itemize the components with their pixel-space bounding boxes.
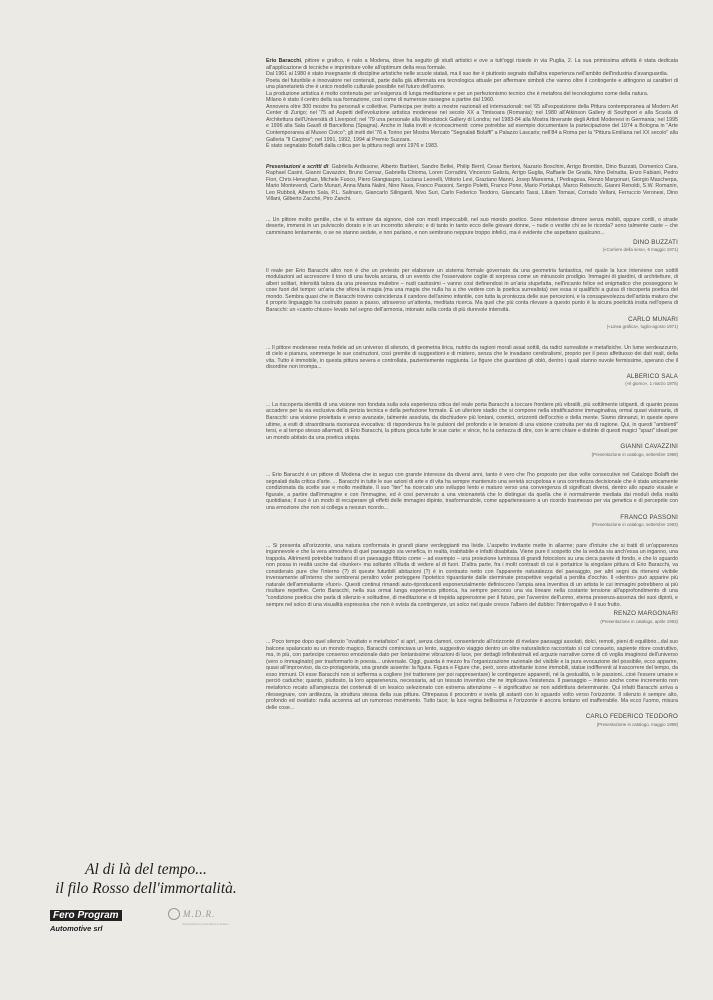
quote-source: («Linea grafica», luglio-agosto 1971) <box>606 324 678 330</box>
quote-source: («Corriere della sera», 6 maggio 1971) <box>602 247 678 253</box>
quote-text: ... La riscoperta identità di una visione non fondata sulla sola esperienza ottica del reale porta Baracchi a toccare frontiere più vibratili, più sottilmente istiganti, di quanto possa accadere per la via esclusiva della perizia tecnica e della perfezione formale. E un ulteriore stadio che si compone nella stratificazione immaginativa, ormai quasi visionaria, di Baracchi: una visione proiettata e verso avanzate, talmente assoluta, da dischiudere più lontani, cosmici, orizzonti dell'occhio e della mente. Siamo dinnanzi, in queste opere ultime, a esiti di straordinaria risonanza evocativa: di rispondenza fra le pulsioni del profondo e le tensioni di una visione costruita per via di ragione. Qui, in questi "ambienti" tersi, e al tempo stesso allarmati, di Erio Baracchi, la pittura gioca tutte le sue carte: e vince, ho la certezza di dire, con le armi chiare e distinte di questi magici "spazi" ideati per un mondo abitato da una poetica utopia. <box>266 401 678 441</box>
quote-author: CARLO MUNARI <box>628 315 678 323</box>
bio-paragraph-7: È stato segnalato Bolaffi dalla critica per la pittura negli anni 1976 e 1983. <box>266 143 439 150</box>
slogan-line-1: Al di là del tempo... <box>85 861 207 878</box>
bio-paragraph-1: , pittore e grafico, è nato a Modena, dove ha seguito gli studi artistici e ove a tutt'oggi risiede in via Puglia, 2. La sua primissima attività è stata dedicata all'applicazione di tecniche e imprimiture volte all'optimum della resa formale. <box>266 58 678 71</box>
sponsor-1-name: Fero Program <box>50 910 122 921</box>
sponsor-logo-mdr <box>168 905 238 925</box>
critic-quote <box>266 268 678 331</box>
quote-text: ... Erio Baracchi è un pittore di Modena che io seguo con grande interesse da diversi anni, tanto è vero che l'ho proposto per due volte consecutive nel Catalogo Bolaffi dei segnalati dalla critica d'arte. ... Baracchi in tutte le sue azioni di arte e di vita ha sempre mantenuto una serietà scrupolosa e una correttezza decisionale che è stata unicamente condizionata da scelte sue e molto meditate. Il suo "iter" ha ricercato uno sviluppo lento e maturo verso una convergenza di significati diversi, dentro allo spazio visuale e figurale, a partire dall'immagine e con l'immagine, ed è così pervenuto a una visionarietà che lo distingue da quella che è normalmente mediata dai moduli della realtà quotidiana; il suo è un modo di recuperare gli effetti delle immagini dipinte, trasformandole, come appartenessero a un ricordo trasmesso per via genetica e di perceprile con una emozione che non si collega a nessun ricordo... <box>266 472 678 511</box>
bio-paragraph-4: La produzione artistica è molto contenuta per un'esigenza di lunga meditazione e per un perfezionismo tecnico che è metafora del tecnologismo come della natura. <box>266 90 649 97</box>
quote-text: ... Il pittore modenese resta fedele ad un universo di silenzio, di geometria lirica, nutrito da ragioni morali assai sottili, da radici surrealiste e metafisiche. Un lume verdeazzurro, di cielo e pianura, sommerge le sue costruzioni, così gremite di suggestioni e di mistero, senza che le invadano cerebralismi, proprio per il peso affettuoso dei dati reali, della vita. Tutto è immobile, in questa pittura severa e controllata, pazientemente raggiunta. Le figure che guardano gli oblò, dentro i quali stanno nuvole fermissime, sperano che il disordine non irrompa... <box>266 344 678 371</box>
sponsor-2-name: M.D.R. <box>183 908 216 919</box>
bio-lead-name: Erio Baracchi <box>266 58 301 64</box>
presentations-names: : Gabriella Ardissone, Alberto Barbieri, Sandro Bellei, Philip Berril, Cesar Bertoni, Nazario Boschini, Arrigo Brombin, Dino Buzzati, Domenico Cara, Raphael Casini, Gianni Cavazzini, Bruno Cernaz, Gabriella Chioma, Loren Corradini, Vincenzo Galizia, Arrigo Guglia, Raffaele De Grada, Nino Delnatta, Enzo Fabiani, Pedro Fiori, Chris Heneghan, Michele Fuoco, Piero Giangiaspro, Luciana Leonelli, Vittorio Levi, Graziano Manni, Josep Maresma, I Pedragosa, Renzo Margonari, Giorgio Mascherpa, Mario Monteverdi, Carlo Munari, Anna Maria Nalini, Nino Nava, Franco Passoni, Sergio Poletti, Franco Pone, Mario Portalupi, Marco Rebeschi, Gianni Renoldi, S.W. Romanin, Leo Rubboli, Alberto Sala, P.L. Salinaro, Giancarlo Silingardi, Nivo Suri, Carlo Federico Teodoro, Giancarlo Tassi, Liliam Tomasi, Corrado Vellani, Ferruccio Veronesi, Dino Villani, Gilberto Zacchè, Piro Zanchi. <box>266 163 678 203</box>
sponsor-logo-fero-program <box>50 905 140 935</box>
presentations-title: Presentazioni e scritti di <box>266 163 329 170</box>
bio-paragraph-2: Dal 1961 al 1980 è stato insegnante di discipline artistiche nelle scuole statali, ma il suo iter è piuttosto segnato dall'altra esperienza nell'ambito dell'industria d'avanguardia. <box>266 71 669 78</box>
quote-author: ALBERICO SALA <box>626 372 678 380</box>
quote-text: ... Poco tempo dopo quel silenzio "ovattato e metafisico" si aprì, senza clamori, consentendo all'orizzonte di rivelare paesaggi assolati, dolci, remoti, pieni di equilibrio...dal suo balcone spalancato su un mondo magico, Baracchi cominciava un lento, suggestivo viaggio dentro un oltre naturalistico raccontato sì col consueto, sapiente ritore costruttivo, ma, in più, con partecipe consenso emozionale dato per lontanissime vibrazioni di luce, per dettagli infinitesimali ed arguzie narrative come di cô voglia imaginosi dell'universo (vero o immaginato) per trasformarlo in poesia... universale. Oggi, guarda è mezzo fra l'organizzazione razionale del visibile e la pura evocazione del possibile, ecco apparire, quasi all'improvviso, da co-protagonista, una grande assente: la figura. Figura e Figure che, però, sono attrettante icone immobili, statue indifferenti al trascorrere del tempo, da esso immuni. Di esse Baracchi non si sofferma a cogliere (né trattenere per poi rappresentare) le contingenze apparenti, né la gestualità, o le passioni...cioè l'essere umane e perciò caduche; quanto, piuttosto, la loro apparenenza, necessaria, ad un tessuto inventivo che ne implicava l'esistenza. Il paesaggio – inteso anche come incremento non metaforico recato all'ampiezza dei contenuti di un lessico selezionato con estrema attenzione – è significativo se non addirittura determinante. Qui infatti Baracchi arriva a rilessegnare, con arditezza, la struttura stessa della sua pittura. Oltrepassa il procontro e svela gli astanti con lo sguardo volto verso l'orizzonte. Il silenzio è sempre alto, profondo ed ovattato: nulla accenna ad un rumoroso movimento. Tutto tace; la luce regna bellissima e l'orizzonte è ancora lontano ed inafferrabile. Ma ecco l'uomo, misura delle cose... <box>266 639 678 711</box>
quote-source: (Presentazione in catalogo, settembre 1988) <box>591 451 678 457</box>
quote-source: («Il giorno», 1 marzo 1975) <box>625 381 678 387</box>
quote-author: GIANNI CAVAZZINI <box>620 443 678 451</box>
sponsor-2-subtitle: Impianti Elettrici e Automatismi di Modena <box>182 923 229 926</box>
bio-paragraph-5: Milano è stato il centro della sua formazione, così come di numerose rassegne a partire dal 1960. <box>266 97 495 104</box>
critic-quote <box>266 639 678 728</box>
mdr-emblem-icon <box>168 908 180 920</box>
quote-source: (Presentazione in catalogo, maggio 1998) <box>596 721 678 727</box>
quote-source: (Presentazione in catalogo, settembre 1983) <box>591 522 678 528</box>
quote-text: ... Un pittore molto gentile, che vi fa entrare da signore, cioè con modi impeccabili, nel suo mondo poetico. Sono misteriose dimore senza mobili, oppure cortili, o strade deserte, immersi in un pulviscolo dorato e in un incorrotto silenzio; e di tanto in tanto ecco delle giovani donne, – nude o vestite chi se le ricorda? sono talmente caste – che camminano lentamente, o se ne stanno sedute, e non parlano, e non sembrano neppure troppo infelici, ma è evidente che aspettano qualcuno... <box>266 216 678 237</box>
quote-author: FRANCO PASSONI <box>620 513 678 521</box>
quote-author: RENZO MARGONARI <box>613 610 678 618</box>
quote-text: Il reale per Erio Baracchi altro non è che un pretesto per elaborare un sistema formale governato da una geometria fantastica, nel quale la luce interviene con sottili modulazioni ad accrescere il tono di una favola arcana, di un evento che l'osservatore coglie di sorpresa come un minuscolo prodigio. Immagini di giardini, di architetture, di alberi solitari, intensità talora da una presenza muliebre – nudi castissimi – vanno così definendosi in un'aria stupefatta, nell'incanto felice ed enigmatico che posseggono le cose fuori del tempo: un'aria che sfiora la magia (ma una magia che nulla ha a che vedere con la poetica surrealista) ove essa si qualifichi a guisa di riscoperta poetica del mondo. Sembra quasi che in Baracchi trovino coincidenza il candore dell'animo infantile, con tutta la prontezza delle sue percezioni, e la consapevolezza dell'artista maturo che il proprio linguaggio ha costruito passo a passo, attraverso un'attenta, meditata ricerca. Ma quel che più conta rilevare a questo punto è la sicura poeticità insita nell'opera di Baracchi: un «canto chiuso» levato nel segno dell'armonia, intonato sulla corda di più durevole intensità. <box>266 267 678 313</box>
bio-paragraph-6: Annovera oltre 300 mostre fra personali e collettive. Partecipa per invito a mostre nazionali ed internazionali: nel '65 all'esposizione della Pittura contemporanea al Modern Art Center di Zurigo; nel '75 ad Aspetti dell'evoluzione artistica modenese nel secolo XX a Timisoara (Romania); nel 1980 all'Atkinson Gallery di Southport e alla Scuola di Architettura dell'Università di Liverpool; nel '79 una personale alla Woodstock Gallery di Londra; nel 1983-84 alla Mostra Itinerante degli Artisti Modenesi in Germania; nel 1995 e 1996 alla Sala Gaudì di Barcellona (Spagna). Anche in Italia inviti e riconoscimenti: come potrebbe ad esempio documentare la partecipazione del 1974 a Bologna in "Arte Contemporanea al Museo Civico"; gli inviti del '76 a Torino per Mostra Mercato "Segnalati Bolaffi" a Palazzo Lascaris; nell'84 a Roma per la "Pittura Emiliana nel XX secolo" alla Galleria "Il Carpine"; nel 1991, 1992, 1994 al Premio Suzzara. <box>266 103 678 143</box>
critic-quote <box>266 217 678 254</box>
artist-biography <box>266 58 678 150</box>
quote-author: CARLO FEDERICO TEODORO <box>585 713 678 721</box>
sponsor-1-subtitle: Automotive srl <box>50 924 103 933</box>
quote-text: ... Si presenta all'orizzonte, una natura conformata in grandi piane verdeggianti ma livide. L'aspetto invitante mette in allarme; pare d'intuire che si tratti di un'apparenza ingannevole e che la vera atmosfera di quel paesaggio sia venefica, in realtà, inabitabile e infatti disabitata. Viene pure il sospetto che la veduta sia anch'essa un inganno, una trappola. Altrimenti potrebbe trattarsi di un paesaggio fittizio come – ad esempio – una proiezione luminosa di grandi fotocolors su una cieca parete di fondo, e che lo sguardo non possa in realtà uscire dal «bunker» ma soltanto s'illuda di vedere al di fuori. D'altra parte, fra i molti contrasti di cui è portatrice la singolare pittura di Erio Baracchi, va considerato pure che l'interno (?) di queste futuribili abitazioni (?) è in contrasto netto con l'apparente naturalezza del paesaggio, per altri segni da ritenersi vivibile inversamente all'interno che sembrerai peraltro voler proteggere l'ipotetico riguardante dalle sterminate prospettive vegetali a perdita d'occhio. Il «dentro» può apparire più naturale dell'ammaliante «fuori». Questi continui rimandi auto-riproducenti esponenzialmente definiscono l'ampia area inventiva di un artista le cui immagini potrebbero ai più risultare repettive. Certo Baracchi, nella sua ormai lunga esperienza pittorica, ha sempre percorso una via lineare nella costante tensione all'approfondimento di una "condizione poetica che parla di silenzio e solitudine, di meditazione e di trepida apprensione per il futuro, per l'avvenire dell'uomo, eterna presenza-assenza dei suoi dipinti, e sempre nel solco di una visualità espressiva che non è svista da contingenze, un solco nel quale cresce l'albero del dubbio: l'interrogativo è il suo frutto. <box>266 542 678 608</box>
slogan <box>46 860 246 898</box>
presentations-list <box>266 164 678 203</box>
critic-quote <box>266 543 678 626</box>
slogan-line-2: il filo Rosso dell'immortalità. <box>55 880 237 897</box>
bio-paragraph-3: Poeta del futuribile e innovatore nei contenuti, parte dalla già affermata era tecnologica attuale per affermare simboli che vanno oltre il contingente e attingono ai caratteri di una planetarietà che è unico modello culturale possibile nel futuro dell'uomo. <box>266 77 678 91</box>
quote-author: DINO BUZZATI <box>633 238 678 246</box>
critic-quote <box>266 472 678 528</box>
text-column <box>266 58 678 742</box>
critic-quote <box>266 402 678 458</box>
critic-quote <box>266 345 678 388</box>
quote-source: (Presentazione in catalogo, aprile 1993) <box>600 618 678 624</box>
